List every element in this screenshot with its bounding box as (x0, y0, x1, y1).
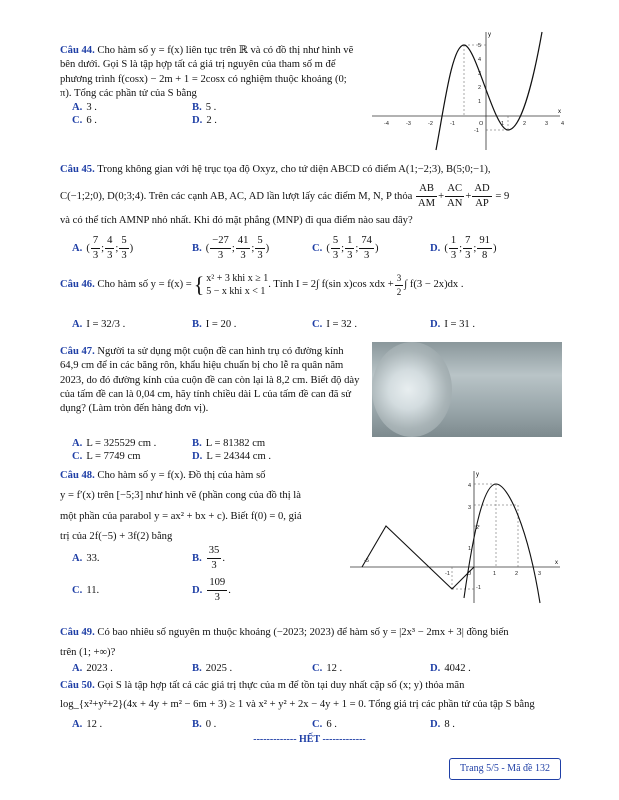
option-d[interactable]: D. 4042 . (430, 663, 471, 674)
derivative-graph-q48 (348, 468, 563, 608)
option-d[interactable]: D. L = 24344 cm . (192, 451, 272, 462)
option-a[interactable]: A. 2023 . (72, 663, 113, 674)
tick-label: -3 (406, 121, 411, 127)
question-50 (60, 679, 565, 693)
tick-label: 2 (523, 121, 527, 127)
y-axis-label: y (476, 472, 479, 478)
x-axis-label: x (555, 560, 558, 566)
option-c[interactable]: C. ( $\frac{5}{3}$ ; $\frac{1}{3}$ ; $\frac{74}{3}$ ) (312, 235, 379, 262)
option-c[interactable]: C. L = 7749 cm (72, 451, 141, 462)
tick-label: -1 (450, 121, 455, 127)
option-a[interactable]: A. L = 325529 cm . (72, 438, 157, 449)
question-text: trị của 2f(−5) + 3f(2) bằng (60, 530, 173, 542)
question-text: Gọi S là tập hợp tất cả các giá trị thực của m để tồn tại duy nhất cặp số (x; y) thỏa mãn (97, 680, 465, 691)
question-text: Cho hàm số y = f(x). Đồ thị của hàm số (97, 470, 266, 481)
option-b[interactable]: B. L = 81382 cm (192, 438, 266, 449)
tick-label: 1 (478, 99, 482, 105)
question-text: C(−1;2;0), D(0;3;4). Trên các cạnh AB, AC, AD lần lượt lấy các điểm M, N, P thỏa (60, 191, 413, 203)
question-text: y = f′(x) trên [−5;3] như hình vẽ (phần cong của đồ thị là (60, 490, 301, 502)
curve (436, 32, 542, 150)
tick-label: -5 (364, 558, 369, 564)
question-text: Cho hàm số y = f(x) liên tục trên ℝ và có đồ thị như hình vẽ bên dưới. Gọi S là tập hợp tất cả giá trị nguyên của tham số m để phương trình f(cosx) − 2m + 1 = 2cosx có nghiệm thuộc khoảng (0; π). Tổng các phần tử của S bằng (60, 45, 354, 99)
option-b[interactable]: B. I = 20 . (192, 319, 237, 330)
option-d[interactable]: D. I = 31 . (430, 319, 476, 330)
question-text: . Tính I = 2∫ f(sin x)cos xdx + (268, 278, 394, 290)
question-text: log_{x²+y²+2}(4x + 4y + m² − 6m + 3) ≥ 1 và x² + y² + 2x − 4y + 1 = 0. Tổng giá trị các phần tử của tập S bằng (60, 699, 535, 710)
question-text: một phần của parabol y = ax² + bx + c). Biết f(0) = 0, giá (60, 510, 302, 522)
question-number: Câu 50. (60, 680, 95, 691)
tick-label: 4 (478, 57, 482, 63)
question-text: trên (1; +∞)? (60, 647, 116, 658)
y-axis-label: y (488, 32, 491, 38)
question-49 (60, 626, 565, 640)
tick-label: 2 (476, 525, 480, 531)
tick-label: 5 (478, 43, 482, 49)
tick-label: -1 (445, 571, 450, 577)
question-46: Câu 46. Cho hàm số y = f(x) = { x² + 3 khi x ≥ 1 5 − x khi x < 1 . Tính I = 2∫ f(sin x)cos xdx + $\frac{3}{2}$ ∫ f(3 − 2x)dx . (60, 272, 464, 297)
page-footer: Trang 5/5 - Mã đề 132 (449, 758, 561, 780)
tick-label: 3 (538, 571, 542, 577)
tick-label: -1 (476, 585, 481, 591)
option-d[interactable]: D. 8 . (430, 719, 455, 730)
piecewise-case: 5 − x khi x < 1 (206, 286, 266, 297)
option-a[interactable]: A. ( $\frac{7}{3}$ ; $\frac{4}{3}$ ; $\frac{5}{3}$ ) (72, 235, 134, 262)
tick-label: 3 (545, 121, 549, 127)
question-45-line2: C(−1;2;0), D(0;3;4). Trên các cạnh AB, AC, AD lần lượt lấy các điểm M, N, P thỏa $\frac{AB}{AM}$ + $\frac{AC}{AN}$ + $\frac{AD}{AP}$ = 9 (60, 183, 510, 210)
question-number: Câu 49. (60, 627, 95, 638)
option-a[interactable]: A. I = 32/3 . (72, 319, 126, 330)
question-44 (60, 44, 360, 101)
tick-label: -2 (428, 121, 433, 127)
question-47 (60, 345, 360, 416)
tick-label: -4 (384, 121, 389, 127)
question-number: Câu 47. (60, 346, 95, 357)
option-b[interactable]: B. 2025 . (192, 663, 233, 674)
tick-label: 2 (515, 571, 519, 577)
question-text: Có bao nhiêu số nguyên m thuộc khoảng (−2023; 2023) để hàm số y = |2x³ − 2mx + 3| đồng biến (97, 627, 509, 638)
tick-label: 4 (561, 121, 565, 127)
option-b[interactable]: B. 5 . (192, 102, 217, 113)
tick-label: 2 (478, 85, 482, 91)
tick-label: 1 (468, 546, 472, 552)
option-b[interactable]: B. ( $\frac{-27}{3}$ ; $\frac{41}{3}$ ; $\frac{5}{3}$ ) (192, 235, 270, 262)
question-number: Câu 46. (60, 278, 95, 290)
decal-roll-image (372, 342, 562, 437)
question-text: Trong không gian với hệ trục tọa độ Oxyz, cho tứ diện ABCD có điểm A(1;−2;3), B(5;0;−1), (97, 164, 491, 175)
option-d[interactable]: D. $\frac{109}{3}$ . (192, 577, 231, 604)
option-d[interactable]: D. ( $\frac{1}{3}$ ; $\frac{7}{3}$ ; $\frac{91}{8}$ ) (430, 235, 497, 262)
function-graph-q44 (370, 28, 565, 152)
question-number: Câu 45. (60, 164, 95, 175)
question-text: và có thể tích AMNP nhỏ nhất. Khi đó mặt phẳng (MNP) đi qua điểm nào sau đây? (60, 215, 413, 226)
question-text: Người ta sử dụng một cuộn đề can hình trụ có đường kính 64,9 cm để in các băng rôn, khẩu hiệu chuẩn bị cho lễ ra quân năm 2023, do đó đường kính của cuộn đề can còn lại là 8,2 cm. Biết độ dày của tấm đề can là 0,04 cm, hãy tính chiều dài L của tấm đề can đã sử dụng? (Làm tròn đến hàng đơn vị). (60, 346, 360, 415)
option-a[interactable]: A. 33. (72, 553, 100, 564)
tick-label: 1 (493, 571, 497, 577)
option-c[interactable]: C. 6 . (72, 115, 97, 126)
question-48 (60, 469, 350, 544)
option-c[interactable]: C. I = 32 . (312, 319, 358, 330)
tick-label: 3 (478, 71, 482, 77)
option-c[interactable]: C. 11. (72, 585, 100, 596)
question-text: Cho hàm số y = f(x) = (97, 278, 192, 290)
question-45 (60, 163, 565, 177)
question-number: Câu 44. (60, 45, 95, 56)
option-a[interactable]: A. 3 . (72, 102, 97, 113)
tick-label: 3 (468, 505, 472, 511)
piecewise-case: x² + 3 khi x ≥ 1 (206, 273, 269, 284)
option-b[interactable]: B. 0 . (192, 719, 217, 730)
option-c[interactable]: C. 6 . (312, 719, 337, 730)
tick-label: O (467, 571, 472, 577)
x-axis-label: x (558, 109, 561, 115)
option-b[interactable]: B. $\frac{35}{3}$ . (192, 545, 225, 572)
option-a[interactable]: A. 12 . (72, 719, 103, 730)
tick-label: 1 (501, 121, 505, 127)
line-segments (362, 526, 474, 589)
option-d[interactable]: D. 2 . (192, 115, 217, 126)
question-number: Câu 48. (60, 470, 95, 481)
option-c[interactable]: C. 12 . (312, 663, 343, 674)
question-text: ∫ f(3 − 2x)dx . (404, 278, 464, 290)
tick-label: O (479, 121, 484, 127)
tick-label: 4 (468, 483, 472, 489)
tick-label: -1 (474, 128, 479, 134)
end-marker: ------------- HẾT ------------- (253, 734, 366, 745)
